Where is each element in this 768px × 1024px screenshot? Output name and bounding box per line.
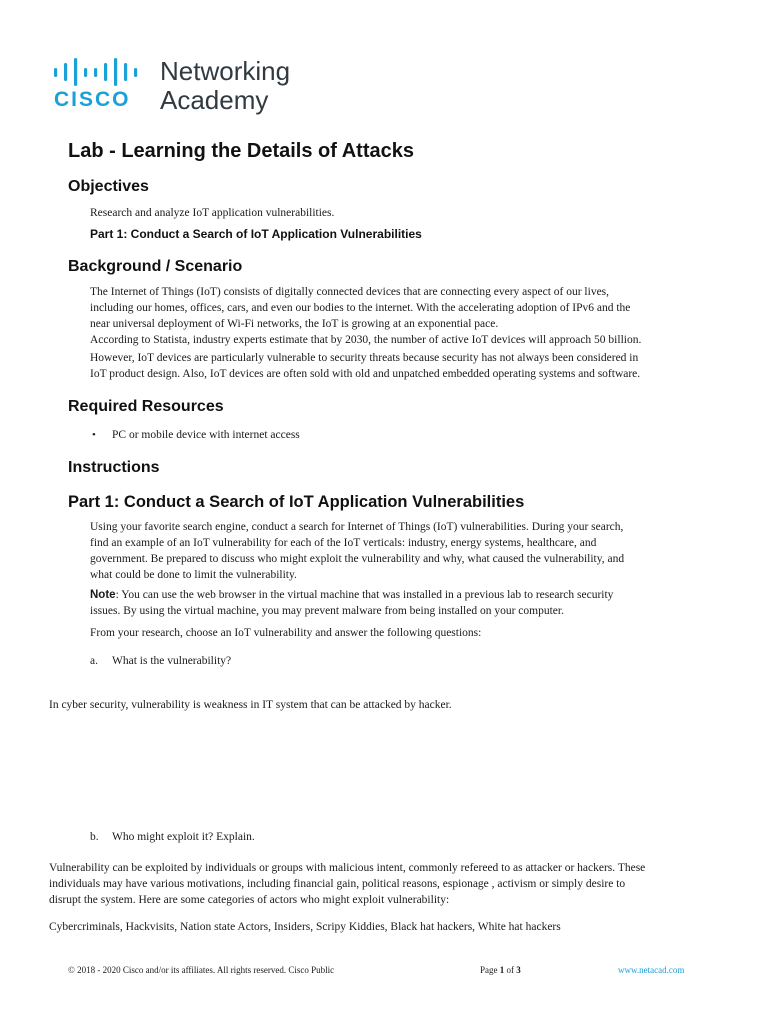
bullet-icon: • (92, 429, 96, 441)
background-para2-line: IoT product design. Also, IoT devices are often sold with old and unpatched embedded operating systems and software. (90, 368, 641, 380)
background-para2 (90, 350, 640, 382)
instructions-para-line: government. Be prepared to discuss who might exploit the vulnerability and why, what caused the vulnerability, and (90, 553, 625, 565)
part1-heading: Part 1: Conduct a Search of IoT Application Vulnerabilities (68, 493, 525, 511)
background-para1-line: According to Statista, industry experts estimate that by 2030, the number of active IoT devices will approach 50 billion. (90, 334, 642, 346)
answer-b-line: disrupt the system. Here are some categories of actors who might exploit vulnerability: (49, 894, 450, 906)
objectives-heading: Objectives (68, 178, 149, 195)
background-para1 (90, 284, 641, 348)
page-total: 3 (516, 965, 521, 975)
instructions-para-line: find an example of an IoT vulnerability for each of the IoT verticals: industry, energy systems, healthcare, and (90, 537, 597, 549)
instructions-para-line: Using your favorite search engine, conduct a search for Internet of Things (IoT) vulnerabilities. During your search, (90, 521, 624, 533)
note-block (90, 587, 613, 619)
page-title: Lab - Learning the Details of Attacks (68, 140, 414, 162)
resource-item: PC or mobile device with internet access (112, 429, 300, 441)
background-para1-line: including our homes, offices, cars, and even our bodies to the internet. With the accelerating adoption of IPv6 and the (90, 302, 631, 314)
answer-a: In cyber security, vulnerability is weakness in IT system that can be attacked by hacker. (49, 699, 452, 711)
question-a: What is the vulnerability? (112, 655, 232, 667)
answer-b (49, 860, 645, 908)
answer-b-list: Cybercriminals, Hackvisits, Nation state Actors, Insiders, Scripy Kiddies, Black hat hackers, White hat hackers (49, 921, 561, 933)
note-line: issues. By using the virtual machine, you may prevent malware from being installed on your computer. (90, 605, 564, 617)
objectives-part: Part 1: Conduct a Search of IoT Application Vulnerabilities (90, 227, 422, 241)
answer-b-line: individuals may have various motivations, including financial gain, political reasons, espionage , activism or simply desire to (49, 878, 626, 890)
instructions-para (90, 519, 624, 583)
footer-copyright: © 2018 - 2020 Cisco and/or its affiliates. All rights reserved. Cisco Public (68, 965, 335, 975)
logo-networking-text: Networking (160, 56, 291, 86)
cisco-wordmark: CISCO (54, 88, 131, 111)
note-text: : You can use the web browser in the virtual machine that was installed in a previous lab to research security (115, 589, 614, 601)
instructions-para-line: what could be done to limit the vulnerability. (90, 569, 297, 581)
cisco-bars-icon (52, 58, 148, 86)
note-label: Note (90, 589, 116, 601)
background-para2-line: However, IoT devices are particularly vulnerable to security threats because security has not always been considered in (90, 352, 639, 364)
background-heading: Background / Scenario (68, 258, 243, 275)
instructions-heading: Instructions (68, 459, 160, 476)
resources-heading: Required Resources (68, 398, 224, 415)
question-b-letter: b. (90, 831, 99, 843)
footer-page-number (480, 965, 521, 975)
answer-b-line: Vulnerability can be exploited by individuals or groups with malicious intent, commonly refereed to as attacker or hackers. These (49, 862, 646, 874)
logo-academy-text: Academy (160, 85, 269, 115)
question-a-letter: a. (90, 655, 98, 667)
objectives-text: Research and analyze IoT application vulnerabilities. (90, 207, 335, 219)
page-of: of (504, 965, 517, 975)
cisco-networking-academy-logo (52, 58, 312, 118)
note-line (90, 587, 613, 603)
footer-url-link[interactable]: www.netacad.com (618, 965, 685, 975)
research-instruction: From your research, choose an IoT vulnerability and answer the following questions: (90, 627, 482, 639)
question-b: Who might exploit it? Explain. (112, 831, 255, 843)
background-para1-line: near universal deployment of Wi-Fi networks, the IoT is growing at an exponential pace. (90, 318, 499, 330)
page-current: 1 (499, 965, 505, 975)
page-prefix: Page (480, 965, 500, 975)
background-para1-line: The Internet of Things (IoT) consists of digitally connected devices that are connecting every aspect of our lives, (90, 286, 610, 298)
